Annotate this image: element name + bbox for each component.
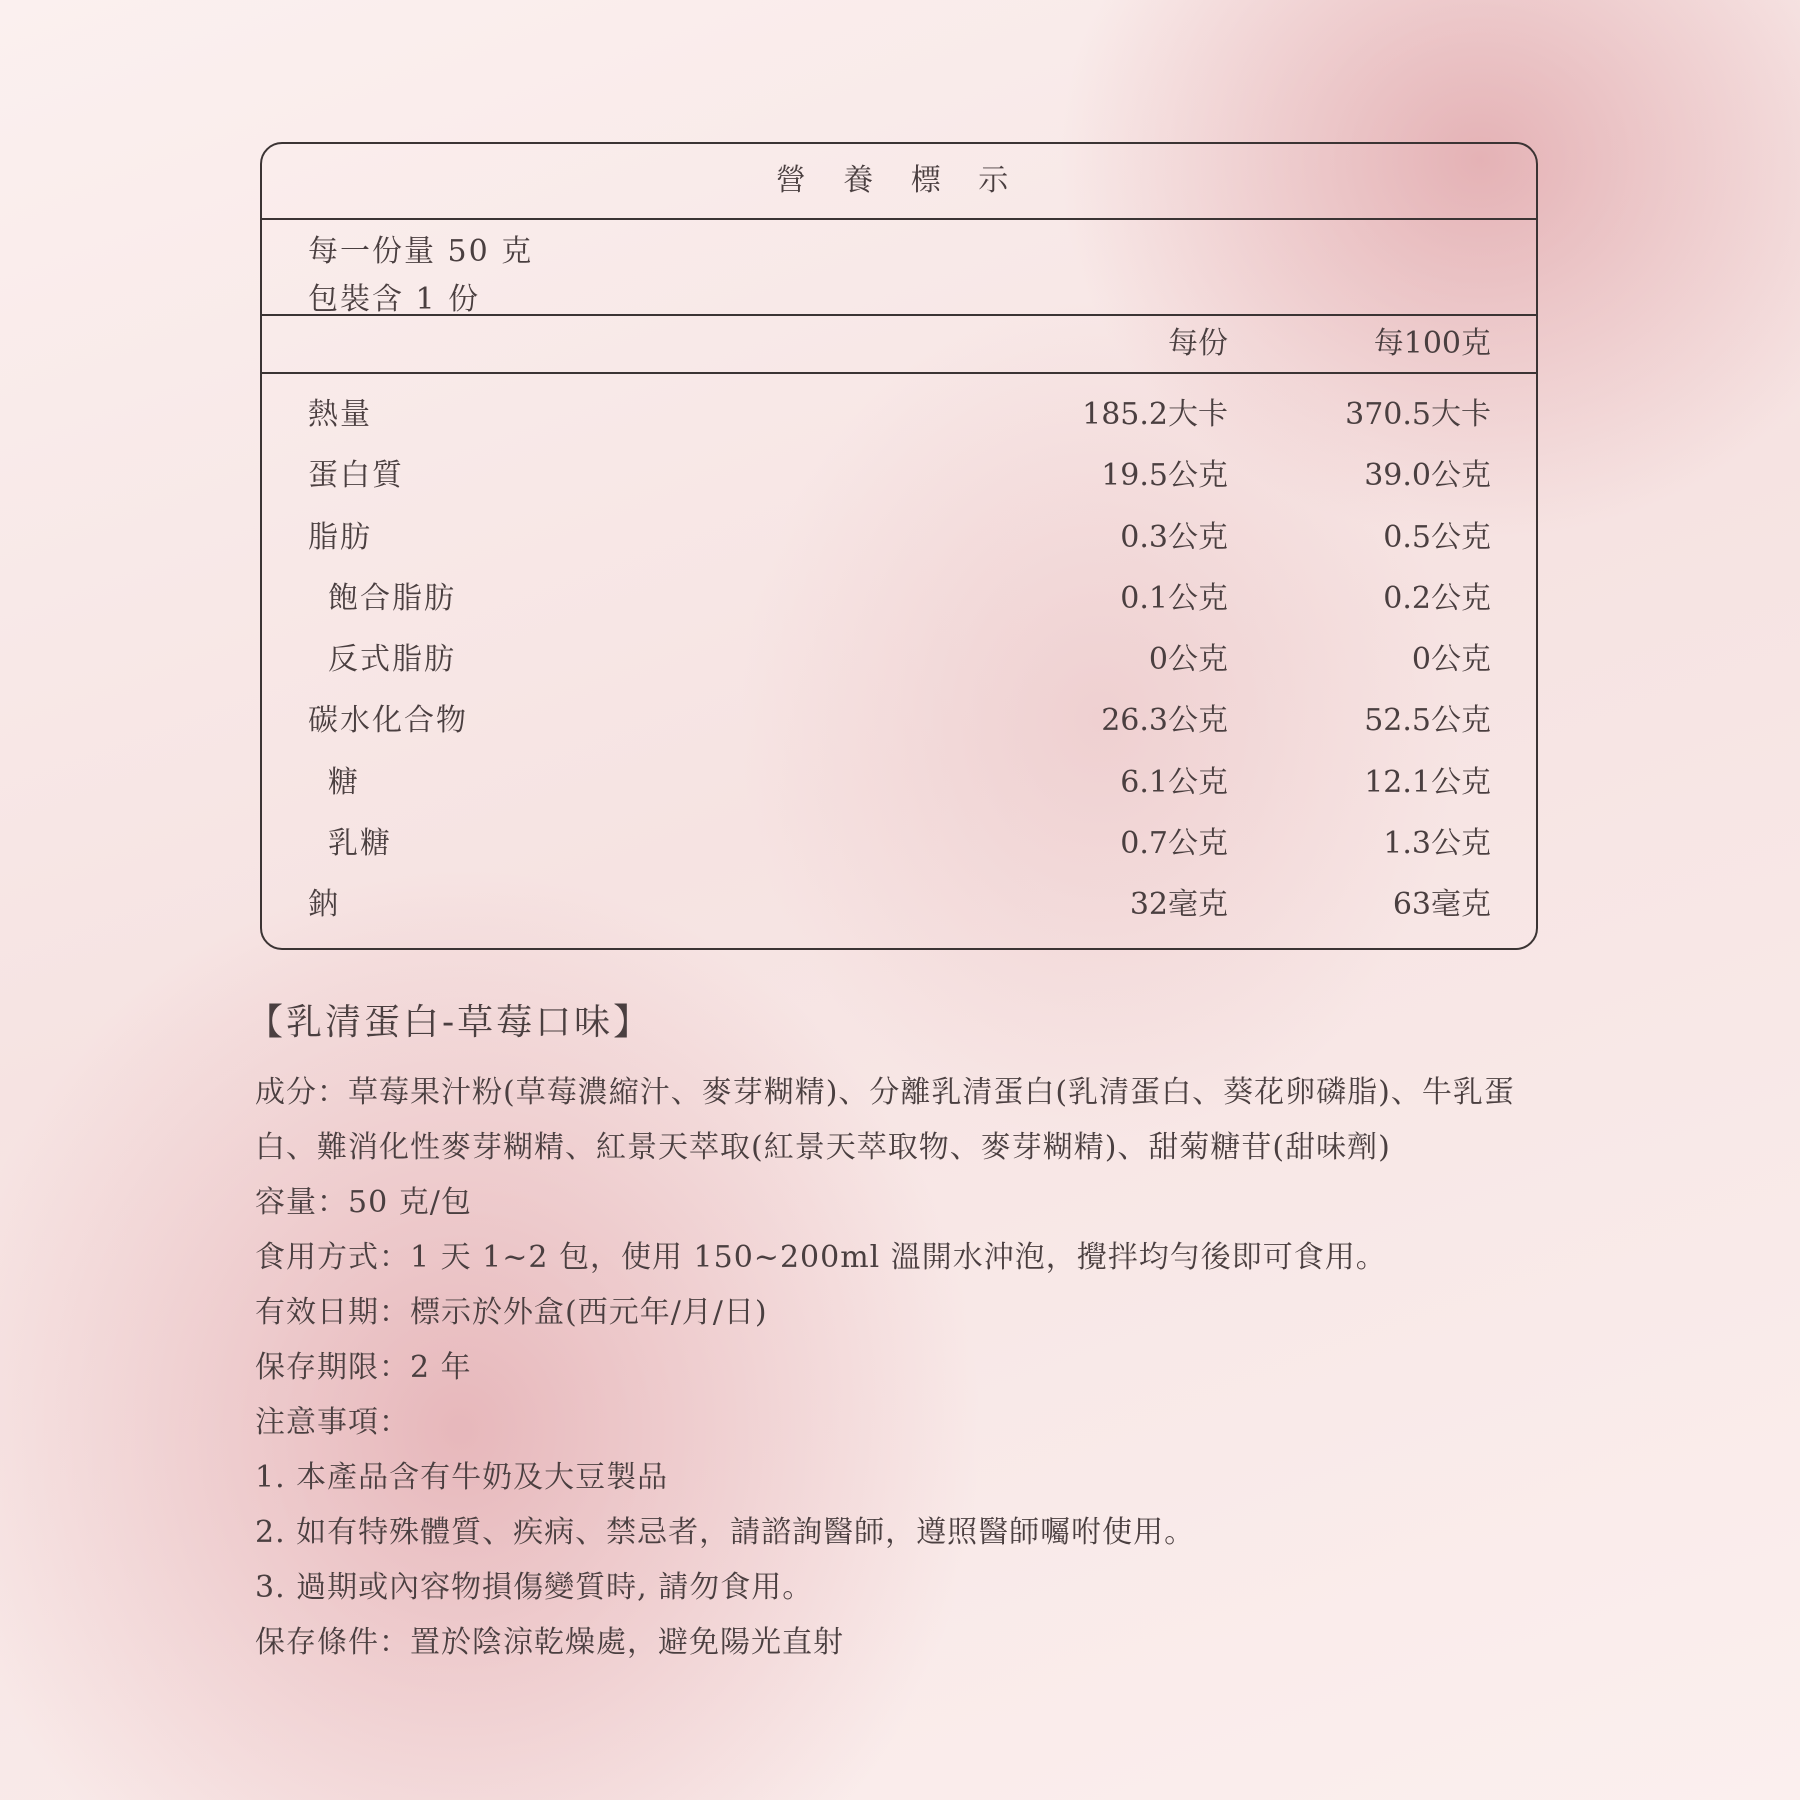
per-serving-value: 19.5公克 xyxy=(1101,458,1228,494)
storage-conditions: 保存條件：置於陰涼乾燥處，避免陽光直射 xyxy=(255,1625,844,1660)
col-per-serving: 每份 xyxy=(1168,326,1228,361)
nutrient-row-lactose xyxy=(262,813,1536,874)
nutrient-name: 鈉 xyxy=(308,887,340,923)
per-100g-value: 0.2公克 xyxy=(1383,580,1491,616)
servings-per-pack: 包裝含 1 份 xyxy=(308,282,481,317)
nutrient-row-saturated-fat xyxy=(262,568,1536,629)
nutrition-title: 營 養 標 示 xyxy=(262,144,1536,220)
per-100g-value: 0.5公克 xyxy=(1383,519,1491,555)
notes-title: 注意事項： xyxy=(255,1405,410,1440)
shelf-life: 保存期限：2 年 xyxy=(255,1350,472,1385)
per-100g-value: 63毫克 xyxy=(1392,887,1491,923)
column-header xyxy=(262,316,1536,374)
capacity: 容量：50 克/包 xyxy=(255,1185,472,1220)
nutrient-row-protein xyxy=(262,445,1536,506)
per-100g-value: 1.3公克 xyxy=(1383,826,1491,862)
per-100g-value: 39.0公克 xyxy=(1364,458,1491,494)
nutrient-name: 熱量 xyxy=(308,397,372,432)
per-100g-value: 0公克 xyxy=(1411,642,1491,678)
nutrient-row-trans-fat xyxy=(262,629,1536,690)
product-name: 【乳清蛋白-草莓口味】 xyxy=(247,1002,653,1043)
nutrient-name: 蛋白質 xyxy=(308,458,404,494)
nutrient-name: 脂肪 xyxy=(308,519,372,555)
note-item: 1. 本產品含有牛奶及大豆製品 xyxy=(255,1460,669,1495)
nutrition-facts-table xyxy=(260,142,1538,950)
per-serving-value: 6.1公克 xyxy=(1120,764,1228,800)
nutrient-row-sugar xyxy=(262,752,1536,813)
usage: 食用方式：1 天 1~2 包，使用 150~200ml 溫開水沖泡，攪拌均勻後即可食用。 xyxy=(255,1240,1387,1275)
per-100g-value: 12.1公克 xyxy=(1364,764,1491,800)
note-item: 2. 如有特殊體質、疾病、禁忌者，請諮詢醫師，遵照醫師囑咐使用。 xyxy=(255,1515,1196,1550)
per-100g-value: 52.5公克 xyxy=(1364,703,1491,739)
note-item: 3. 過期或內容物損傷變質時, 請勿食用。 xyxy=(255,1570,814,1605)
nutrient-row-energy xyxy=(262,384,1536,445)
nutrient-name: 飽合脂肪 xyxy=(328,580,456,616)
per-serving-value: 32毫克 xyxy=(1129,887,1228,923)
per-serving-value: 0.7公克 xyxy=(1120,826,1228,862)
nutrient-name: 乳糖 xyxy=(328,826,392,862)
product-info xyxy=(247,994,1555,1670)
nutrient-name: 糖 xyxy=(328,764,360,800)
per-serving-value: 0.1公克 xyxy=(1120,580,1228,616)
nutrient-row-sodium xyxy=(262,874,1536,935)
nutrient-name: 反式脂肪 xyxy=(328,642,456,678)
serving-size: 每一份量 50 克 xyxy=(308,234,534,269)
serving-info xyxy=(262,220,1536,316)
per-100g-value: 370.5大卡 xyxy=(1345,397,1491,432)
col-per-100g: 每100克 xyxy=(1373,326,1491,361)
nutrient-row-fat xyxy=(262,507,1536,568)
per-serving-value: 26.3公克 xyxy=(1101,703,1228,739)
nutrient-name: 碳水化合物 xyxy=(308,703,468,739)
per-serving-value: 0.3公克 xyxy=(1120,519,1228,555)
nutrient-row-carbohydrate xyxy=(262,690,1536,751)
per-serving-value: 0公克 xyxy=(1148,642,1228,678)
expiry-date: 有效日期：標示於外盒(西元年/月/日) xyxy=(255,1295,768,1330)
nutrient-rows xyxy=(262,374,1536,936)
ingredients: 成分：草莓果汁粉(草莓濃縮汁、麥芽糊精)、分離乳清蛋白(乳清蛋白、葵花卵磷脂)、牛乳蛋白、難消化性麥芽糊精、紅景天萃取(紅景天萃取物、麥芽糊精)、甜菊糖苷(甜味劑) xyxy=(255,1075,1515,1165)
per-serving-value: 185.2大卡 xyxy=(1082,397,1228,432)
